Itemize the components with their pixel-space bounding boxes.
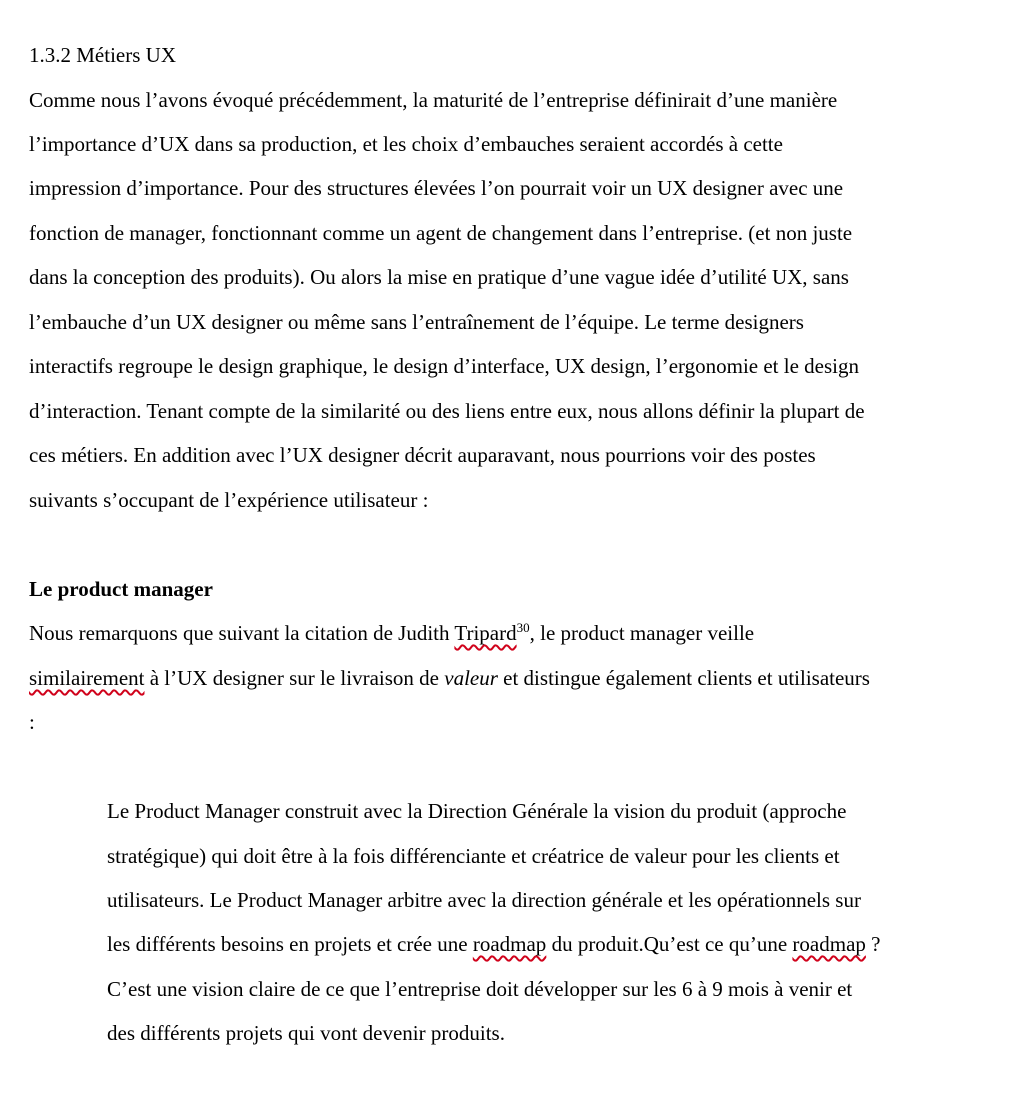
text-segment: ? bbox=[865, 932, 881, 956]
paragraph-line: d’interaction. Tenant compte de la similarité ou des liens entre eux, nous allons définir la plupart de bbox=[29, 399, 865, 423]
quote-line bbox=[107, 931, 880, 957]
quote-line: Le Product Manager construit avec la Direction Générale la vision du produit (approche bbox=[107, 799, 847, 823]
section-heading: 1.3.2 Métiers UX bbox=[29, 43, 176, 67]
quote-line: stratégique) qui doit être à la fois différenciante et créatrice de valeur pour les clients et bbox=[107, 844, 840, 868]
text-segment: , le product manager veille bbox=[529, 621, 755, 645]
quote-line: utilisateurs. Le Product Manager arbitre avec la direction générale et les opérationnels sur bbox=[107, 888, 861, 912]
text-segment: à l’UX designer sur le livraison de bbox=[144, 666, 445, 690]
spellcheck-word[interactable]: Tripard bbox=[454, 621, 517, 645]
footnote-marker[interactable]: 30 bbox=[516, 620, 530, 635]
paragraph-line: Comme nous l’avons évoqué précédemment, la maturité de l’entreprise définirait d’une manière bbox=[29, 88, 838, 112]
emphasis-text: valeur bbox=[444, 666, 498, 690]
text-segment: du produit.Qu’est ce qu’une bbox=[546, 932, 793, 956]
paragraph-line: impression d’importance. Pour des structures élevées l’on pourrait voir un UX designer avec une bbox=[29, 176, 844, 200]
paragraph-line bbox=[29, 665, 870, 691]
paragraph-line: suivants s’occupant de l’expérience utilisateur : bbox=[29, 488, 429, 512]
subheading-product-manager: Le product manager bbox=[29, 577, 213, 601]
spellcheck-word[interactable]: roadmap bbox=[472, 932, 547, 956]
paragraph-line: : bbox=[29, 710, 35, 734]
spellcheck-word[interactable]: similairement bbox=[29, 666, 145, 690]
paragraph-line: dans la conception des produits). Ou alors la mise en pratique d’une vague idée d’utilité UX, sans bbox=[29, 265, 849, 289]
paragraph-line: l’importance d’UX dans sa production, et les choix d’embauches seraient accordés à cette bbox=[29, 132, 783, 156]
quote-line: des différents projets qui vont devenir produits. bbox=[107, 1021, 505, 1045]
paragraph-line: interactifs regroupe le design graphique, le design d’interface, UX design, l’ergonomie et le design bbox=[29, 354, 860, 378]
text-segment: les différents besoins en projets et crée une bbox=[107, 932, 473, 956]
text-segment: Nous remarquons que suivant la citation de Judith bbox=[29, 621, 455, 645]
paragraph-line: ces métiers. En addition avec l’UX designer décrit auparavant, nous pourrions voir des postes bbox=[29, 443, 816, 467]
paragraph-line: fonction de manager, fonctionnant comme un agent de changement dans l’entreprise. (et non juste bbox=[29, 221, 853, 245]
text-segment: et distingue également clients et utilisateurs bbox=[497, 666, 870, 690]
paragraph-line bbox=[29, 620, 754, 646]
spellcheck-word[interactable]: roadmap bbox=[792, 932, 866, 956]
quote-line: C’est une vision claire de ce que l’entreprise doit développer sur les 6 à 9 mois à venir et bbox=[107, 977, 853, 1001]
paragraph-line: l’embauche d’un UX designer ou même sans l’entraînement de l’équipe. Le terme designers bbox=[29, 310, 804, 334]
